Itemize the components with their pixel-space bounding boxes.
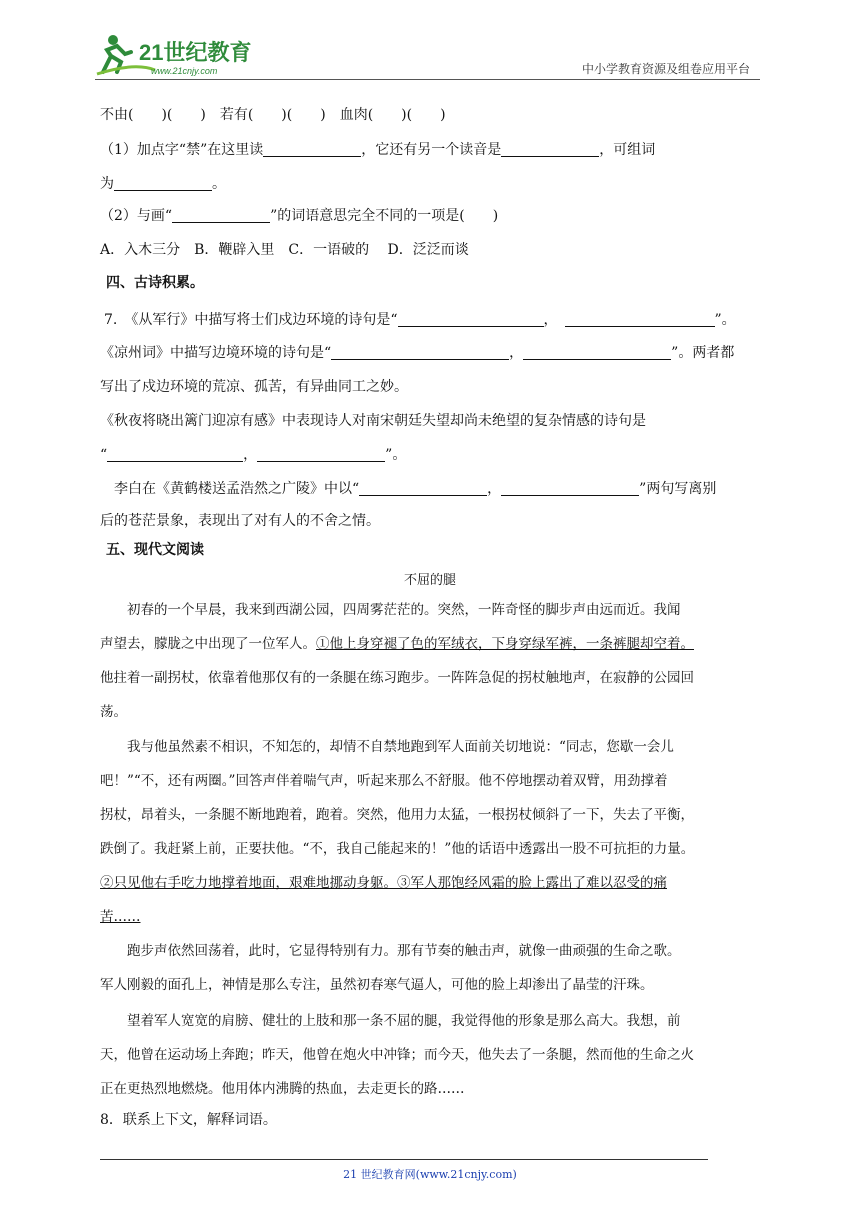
question-2-options: A．入木三分 B．鞭辟入里 C．一语破的 D．泛泛而谈: [100, 242, 469, 258]
footer-text: 21 世纪教育网(www.21cnjy.com): [343, 1168, 517, 1181]
answer-blank[interactable]: [263, 142, 361, 157]
answer-blank[interactable]: [331, 345, 509, 360]
text: ，: [543, 312, 551, 328]
text: （2）与画“: [100, 208, 173, 224]
page-header: [95, 30, 760, 80]
question-1-line: [100, 140, 655, 160]
question-7-line: [104, 310, 736, 330]
text: ”的词语意思完全不同的一项是( ): [270, 208, 499, 224]
poem-3-line: 《秋夜将晓出篱门迎凉有感》中表现诗人对南宋朝廷失望却尚未绝望的复杂情感的诗句是: [100, 413, 646, 429]
text: （1）加点字“禁”在这里读: [100, 142, 264, 158]
section-4-heading: 四、古诗积累。: [106, 275, 204, 291]
text: ”。: [714, 312, 736, 328]
answer-blank[interactable]: [359, 481, 487, 496]
poem-4-note: 后的苍茫景象，表现出了对有人的不舍之情。: [100, 513, 380, 529]
text: ”。两者都: [671, 345, 735, 361]
underlined-sentence-2-3: ②只见他右手吃力地撑着地面，艰难地挪动身躯。③军人那饱经风霜的脸上露出了难以忍受的痛: [100, 875, 667, 891]
passage-p3-l2: 军人刚毅的面孔上，神情是那么专注，虽然初春寒气逼人，可他的脸上却渗出了晶莹的汗珠。: [100, 977, 654, 993]
text: 为: [100, 176, 114, 192]
text: ，: [243, 447, 258, 463]
text: ，可组词: [599, 142, 656, 158]
passage-p3-l1: 跑步声依然回荡着，此时，它显得特别有力。那有节奏的触击声，就像一曲顽强的生命之歌。: [100, 943, 681, 959]
text: 。: [212, 176, 226, 192]
passage-p2-l3: 拐杖，昂着头，一条腿不断地跑着，跑着。突然，他用力太猛，一根拐杖倾斜了一下，失去了平衡，: [100, 807, 694, 823]
text: 《凉州词》中描写边境环境的诗句是“: [100, 345, 332, 361]
text: ，它还有另一个读音是: [361, 142, 502, 158]
answer-blank[interactable]: [257, 447, 385, 462]
passage-p4-l1: 望着军人宽宽的肩膀、健壮的上肢和那一条不屈的腿，我觉得他的形象是那么高大。我想，前: [100, 1013, 681, 1029]
runner-logo-icon: [95, 32, 265, 78]
poem-2-line: [100, 343, 734, 363]
passage-p1-l2: [100, 634, 694, 654]
poem-4-line: [100, 479, 716, 499]
passage-p1-l4: 荡。: [100, 704, 127, 720]
passage-p2-l1: 我与他虽然素不相识，不知怎的，却情不自禁地跑到军人面前关切地说：“同志，您歇一会儿: [100, 739, 674, 755]
passage-p2-l4: 跌倒了。我赶紧上前，正要扶他。“不，我自己能起来的！”他的话语中透露出一股不可抗拒的力量。: [100, 841, 695, 857]
underlined-sentence-3-cont: 苦……: [100, 909, 141, 925]
question-2-line: [100, 206, 498, 226]
logo-text: 21世纪教育: [139, 40, 252, 65]
text: ”两句写离别: [639, 481, 717, 497]
answer-blank[interactable]: [523, 345, 671, 360]
passage-p1-l3: 他拄着一副拐杖，依靠着他那仅有的一条腿在练习跑步。一阵阵急促的拐杖触地声，在寂静的公园回: [100, 670, 694, 686]
text: “: [100, 447, 108, 463]
text: ，: [487, 481, 502, 497]
answer-blank[interactable]: [107, 447, 243, 462]
poem-2-note: 写出了戍边环境的荒凉、孤苦，有异曲同工之妙。: [100, 379, 408, 395]
question-1-cont: [100, 174, 226, 194]
passage-p1-l1: 初春的一个早晨，我来到西湖公园，四周雾茫茫的。突然，一阵奇怪的脚步声由远而近。我闻: [100, 602, 681, 618]
text: 7. 《从军行》中描写将士们戍边环境的诗句是“: [104, 312, 398, 328]
text: 声望去，朦胧之中出现了一位军人。: [100, 636, 316, 652]
passage-p4-l2: 天，他曾在运动场上奔跑；昨天，他曾在炮火中冲锋；而今天，他失去了一条腿，然而他的生命之火: [100, 1047, 694, 1063]
text: 李白在《黄鹤楼送孟浩然之广陵》中以“: [100, 481, 360, 497]
passage-p2-l2: 吧！”“不，还有两圈。”回答声伴着喘气声，听起来那么不舒服。他不停地摆动着双臂，用劲撑着: [100, 773, 668, 789]
answer-blank[interactable]: [501, 142, 599, 157]
platform-name: 中小学教育资源及组卷应用平台: [581, 62, 750, 76]
logo-url: www.21cnjy.com: [151, 66, 218, 76]
answer-blank[interactable]: [501, 481, 639, 496]
section-5-heading: 五、现代文阅读: [106, 542, 204, 558]
passage-p4-l3: 正在更热烈地燃烧。他用体内沸腾的热血，去走更长的路……: [100, 1081, 465, 1097]
text: ，: [509, 345, 524, 361]
text: ”。: [385, 447, 407, 463]
site-logo: [95, 32, 265, 78]
header-divider: [95, 79, 760, 80]
footer-divider: [100, 1159, 708, 1160]
underlined-sentence-1: ①他上身穿褪了色的军绒衣，下身穿绿军裤，一条裤腿却空着。: [316, 636, 694, 652]
answer-blank[interactable]: [114, 176, 212, 191]
passage-title: 不屈的腿: [403, 573, 456, 588]
word-blanks-line: 不由( )( ) 若有( )( ) 血肉( )( ): [100, 107, 446, 123]
answer-blank[interactable]: [172, 208, 270, 223]
question-8-line: 8．联系上下文，解释词语。: [100, 1112, 277, 1128]
answer-blank[interactable]: [398, 312, 544, 327]
poem-3-blanks: [100, 445, 406, 465]
answer-blank[interactable]: [565, 312, 715, 327]
